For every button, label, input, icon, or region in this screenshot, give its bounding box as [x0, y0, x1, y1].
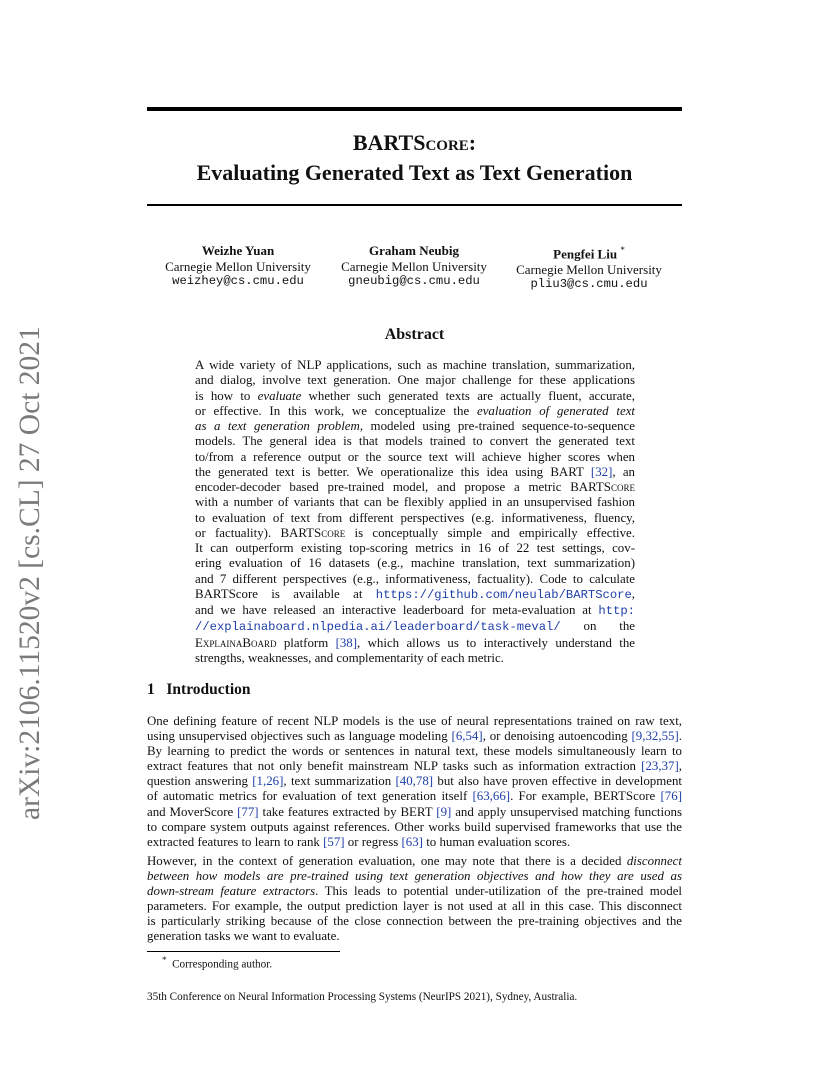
body-line: is particularly striking because of the close connection between the pre-training objectives and the — [147, 914, 682, 929]
abstract-line: It can outperform existing top-scoring metrics in 16 of 22 test settings, cov- — [195, 541, 635, 555]
footnote-marker[interactable]: * — [620, 245, 625, 255]
citation-link[interactable]: [9] — [436, 804, 452, 819]
leaderboard-link[interactable]: //explainaboard.nlpedia.ai/leaderboard/task-meval/ — [195, 620, 561, 635]
author-name: Weizhe Yuan — [201, 243, 275, 258]
citation-link[interactable]: [57] — [323, 834, 345, 849]
abstract-line: with a number of variants that can be flexibly applied in an unsupervised fashion — [195, 495, 635, 510]
author-email[interactable]: gneubig@cs.cmu.edu — [348, 274, 480, 288]
paper-title-line2: Evaluating Generated Text as Text Generation — [196, 160, 633, 185]
arxiv-identifier: arXiv:2106.11520v2 [cs.CL] 27 Oct 2021 — [14, 326, 46, 820]
title-bottom-rule — [147, 204, 682, 206]
abstract-line: or factuality). BARTScore is conceptually simple and empirically effective. — [195, 525, 635, 540]
body-line: parameters. For example, the output prediction layer is not used at all in this case. This disconnect — [147, 899, 682, 914]
title-top-rule — [147, 107, 682, 111]
citation-link[interactable]: [23,37] — [641, 759, 679, 774]
author-name: Pengfei Liu — [553, 246, 618, 262]
citation-link[interactable]: [6,54] — [451, 729, 483, 744]
paper-title-line1: BARTScore: — [352, 130, 477, 155]
abstract-line: //explainaboard.nlpedia.ai/leaderboard/task-meval/ on the — [195, 619, 635, 635]
abstract-line: and 7 different perspectives (e.g., informativeness, factuality). Code to calculate — [195, 571, 635, 586]
abstract-heading: Abstract — [384, 326, 445, 343]
citation-link[interactable]: [63] — [401, 834, 423, 849]
abstract-line: as a text generation problem, modeled using pre-trained sequence-to-sequence — [195, 419, 635, 433]
abstract-line: and dialog, involve text generation. One major challenge for these applications — [195, 373, 635, 388]
body-line: By learning to predict the words or sentences in natural text, these models simultaneously learn to — [147, 744, 682, 759]
body-line: extracted features to learn to rank [57] or regress [63] to human evaluation scores. — [147, 834, 571, 849]
abstract-line: to/from a reference output or the source text will achieve higher scores when — [195, 449, 635, 464]
footnote: * Corresponding author. — [162, 955, 273, 971]
conference-footer: 35th Conference on Neural Information Processing Systems (NeurIPS 2021), Sydney, Australia. — [147, 991, 578, 1003]
github-link[interactable]: https://github.com/neulab/BARTScore — [375, 587, 632, 602]
author-affiliation: Carnegie Mellon University — [341, 258, 487, 274]
author-block — [153, 243, 323, 290]
abstract-body — [195, 358, 635, 666]
abstract-line: BARTScore is available at https://github.com/neulab/BARTScore, — [195, 586, 635, 602]
citation-link[interactable]: [38] — [335, 635, 358, 650]
citation-link[interactable]: [77] — [237, 804, 259, 819]
citation-link[interactable]: [9,32,55] — [631, 729, 679, 744]
citation-link[interactable]: [32] — [590, 464, 613, 479]
citation-link[interactable]: [63,66] — [472, 789, 511, 804]
body-line: extract features that not only benefit mainstream NLP tasks such as information extraction [23,37], — [147, 759, 682, 774]
abstract-line: or effective. In this work, we conceptualize the evaluation of generated text — [195, 403, 635, 418]
abstract-line: ExplainaBoard platform [38], which allows us to interactively understand the — [195, 635, 635, 650]
abstract-line: the generated text is better. We operationalize this idea using BART [32], an — [195, 464, 635, 479]
body-line: However, in the context of generation evaluation, one may note that there is a decided disconnect — [147, 854, 682, 868]
author-affiliation: Carnegie Mellon University — [516, 261, 662, 277]
abstract-line: models. The general idea is that models trained to convert the generated text — [195, 434, 635, 449]
body-line: question answering [1,26], text summarization [40,78] but also have proven effective in development — [147, 774, 682, 789]
author-block — [504, 243, 674, 293]
body-line: between how models are pre-trained using text generation objectives and how they are used as — [147, 869, 682, 884]
author-block — [329, 243, 499, 290]
body-line: to compare system outputs against references. Other works build supervised frameworks that use the — [147, 819, 682, 834]
section-heading: 1 Introduction — [147, 681, 251, 698]
abstract-line: and we have released an interactive leaderboard for meta-evaluation at http: — [195, 603, 635, 618]
citation-link[interactable]: [1,26] — [252, 774, 284, 789]
abstract-line: A wide variety of NLP applications, such as machine translation, summarization, — [195, 358, 635, 372]
leaderboard-link[interactable]: http: — [598, 604, 635, 618]
intro-paragraph-2 — [147, 854, 682, 945]
footnote-rule — [147, 951, 340, 952]
body-line: using unsupervised objectives such as language modeling [6,54], or denoising autoencoding [9,32,55]. — [147, 729, 682, 744]
author-affiliation: Carnegie Mellon University — [165, 258, 311, 274]
author-email[interactable]: pliu3@cs.cmu.edu — [530, 277, 648, 292]
abstract-line: is how to evaluate whether such generated texts are actually fluent, accurate, — [195, 388, 635, 403]
author-email[interactable]: weizhey@cs.cmu.edu — [172, 274, 304, 288]
intro-paragraph-1 — [147, 714, 682, 850]
abstract-line: ering evaluation of 16 datasets (e.g., machine translation, text summarization) — [195, 556, 635, 571]
abstract-line: encoder-decoder based pre-trained model, and propose a metric BARTScore — [195, 480, 635, 494]
body-line: generation tasks we want to evaluate. — [147, 929, 340, 944]
abstract-line: to evaluation of text from different perspectives (e.g. informativeness, fluency, — [195, 510, 635, 525]
body-line: down-stream feature extractors. This leads to potential under-utilization of the pre-trained model — [147, 884, 682, 899]
citation-link[interactable]: [76] — [660, 789, 682, 804]
citation-link[interactable]: [40,78] — [395, 774, 434, 789]
body-line: and MoverScore [77] take features extracted by BERT [9] and apply unsupervised matching functions — [147, 804, 682, 819]
body-line: of automatic metrics for evaluation of text generation itself [63,66]. For example, BERTScore [76] — [147, 789, 682, 804]
body-line: One defining feature of recent NLP models is the use of neural representations trained on raw text, — [147, 714, 682, 728]
author-name: Graham Neubig — [369, 243, 459, 258]
abstract-line: strengths, weaknesses, and complementarity of each metric. — [195, 650, 504, 665]
